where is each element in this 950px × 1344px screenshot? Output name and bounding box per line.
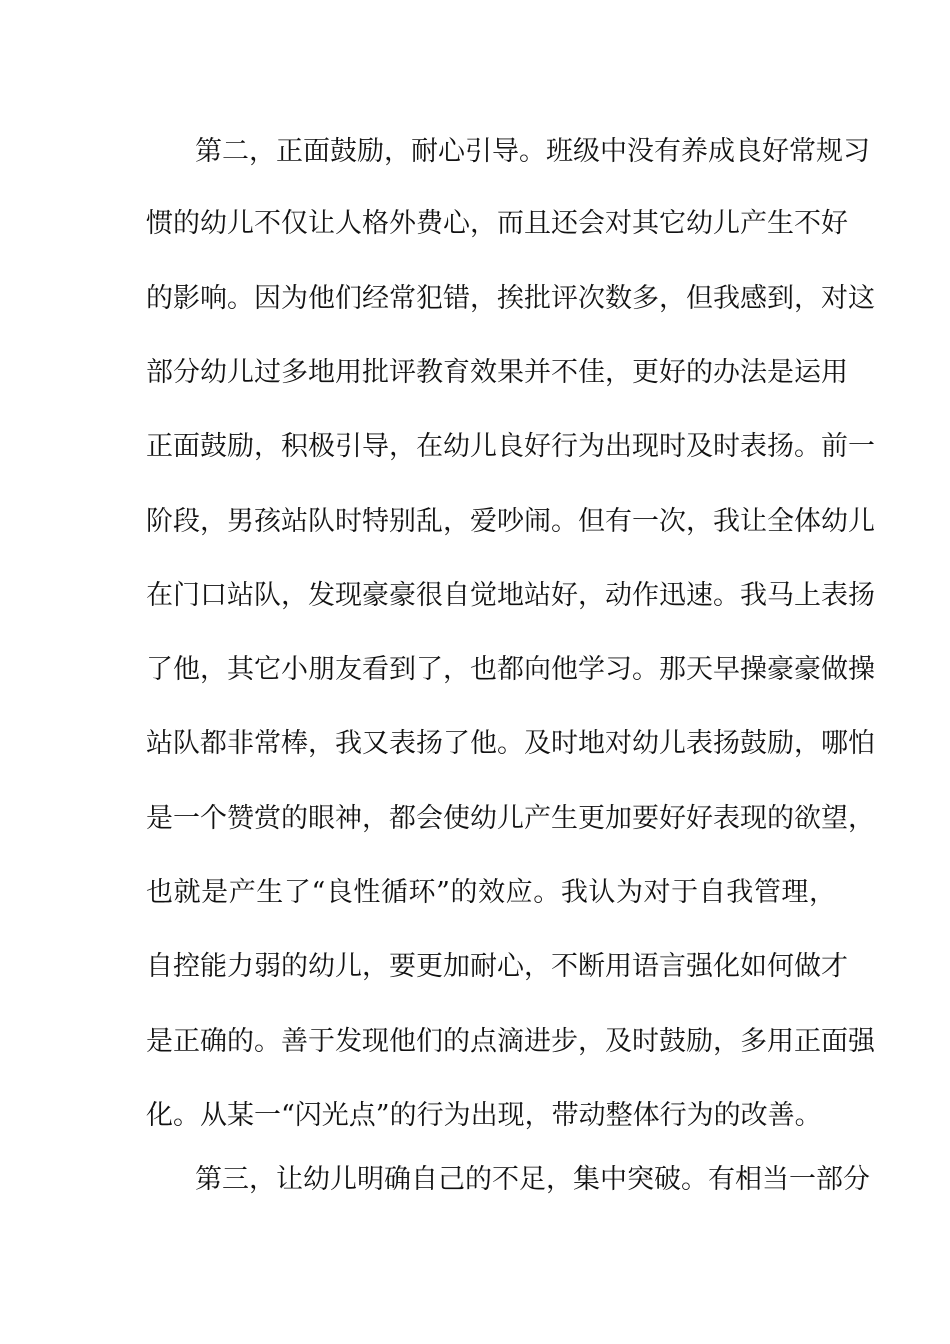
paragraph-line-10: 是一个赞赏的眼神，都会使幼儿产生更加要好好表现的欲望， — [146, 803, 875, 834]
paragraph-line-15: 第三，让幼儿明确自己的不足，集中突破。有相当一部分 — [195, 1164, 870, 1195]
paragraph-line-13: 是正确的。善于发现他们的点滴进步，及时鼓励，多用正面强 — [146, 1026, 875, 1057]
paragraph-line-4: 部分幼儿过多地用批评教育效果并不佳，更好的办法是运用 — [146, 357, 848, 388]
paragraph-line-2: 惯的幼儿不仅让人格外费心，而且还会对其它幼儿产生不好 — [146, 208, 848, 239]
paragraph-line-1: 第二，正面鼓励，耐心引导。班级中没有养成良好常规习 — [195, 136, 870, 167]
paragraph-line-7: 在门口站队，发现豪豪很自觉地站好，动作迅速。我马上表扬 — [146, 580, 875, 611]
paragraph-line-6: 阶段，男孩站队时特别乱，爱吵闹。但有一次，我让全体幼儿 — [146, 506, 875, 537]
paragraph-line-12: 自控能力弱的幼儿，要更加耐心，不断用语言强化如何做才 — [146, 951, 848, 982]
paragraph-line-3: 的影响。因为他们经常犯错，挨批评次数多，但我感到，对这 — [146, 283, 875, 314]
paragraph-line-14: 化。从某一“闪光点”的行为出现，带动整体行为的改善。 — [146, 1100, 822, 1131]
paragraph-line-9: 站队都非常棒，我又表扬了他。及时地对幼儿表扬鼓励，哪怕 — [146, 728, 875, 759]
paragraph-line-11: 也就是产生了“良性循环”的效应。我认为对于自我管理， — [146, 877, 836, 908]
paragraph-line-5: 正面鼓励，积极引导，在幼儿良好行为出现时及时表扬。前一 — [146, 431, 875, 462]
paragraph-line-8: 了他，其它小朋友看到了，也都向他学习。那天早操豪豪做操 — [146, 654, 875, 685]
